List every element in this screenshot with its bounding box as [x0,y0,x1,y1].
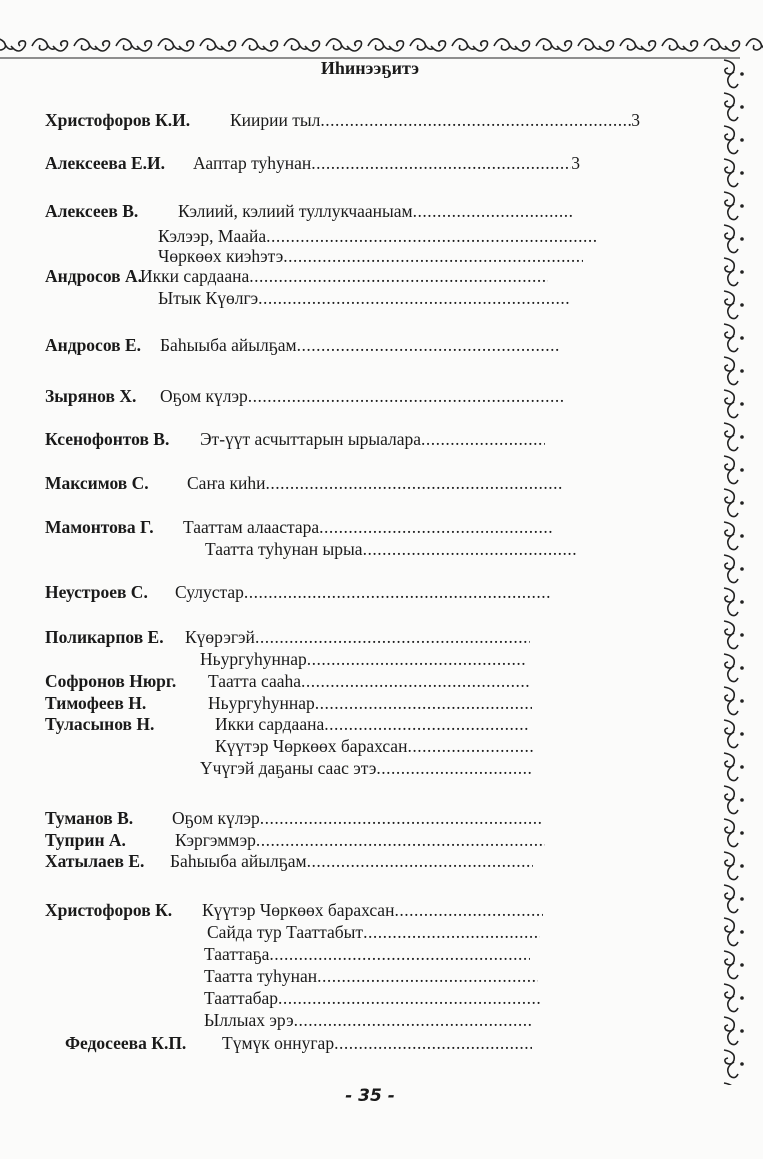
toc-entry [45,757,553,779]
toc-entry [45,581,572,603]
entry-title: Кэргэммэр [175,830,256,850]
toc-entry [45,245,603,267]
toc-entry [45,385,583,407]
leader-dots [249,265,548,287]
scroll-ornament [724,225,738,253]
entry-title: Икки сардаана [215,714,325,734]
entry-title: Сулустар [175,582,244,602]
entry-author: Максимов С. [45,473,149,493]
scroll-ornament [620,39,656,51]
entry-title: Тааттам алаастара [183,517,320,537]
leader-dots [301,670,530,692]
scroll-ornament [578,39,614,51]
toc-entry [45,713,550,735]
toc-entry [45,921,560,943]
ornament-dot [740,765,744,769]
ornament-dot [740,633,744,637]
page-title: Иhинээҕитэ [320,58,420,78]
toc-entry [45,987,560,1009]
entry-title: Кэлиий, кэлиий туллукчааныам [178,201,413,221]
entry-author: Алексеев В. [45,201,139,221]
toc-entry [45,692,552,714]
scroll-ornament [704,39,740,51]
ornament-dot [740,435,744,439]
leader-dots [394,899,543,921]
scroll-ornament [724,489,738,517]
entry-title: Эт-үүт асчыттарын ырыалара [200,429,422,449]
scroll-ornament [724,720,738,748]
scroll-ornament [494,39,530,51]
scroll-ornament [724,390,738,418]
leader-dots [317,965,538,987]
ornament-dot [740,996,744,1000]
entry-author: Мамонтова Г. [45,517,154,537]
entry-author: Софронов Нюрг. [45,671,177,691]
scroll-ornament [724,885,738,913]
scroll-ornament [284,39,320,51]
entry-author: Андросов А. [45,266,142,286]
leader-dots [320,109,631,131]
leader-dots [265,472,562,494]
entry-title: Икки сардаана [140,266,250,286]
scroll-ornament [724,522,738,550]
scroll-ornament [724,1050,738,1078]
leader-dots [307,850,533,872]
entry-title: Күөрэгэй [185,627,255,647]
scroll-ornament [326,39,362,51]
scroll-ornament [32,39,68,51]
ornamental-border-right [712,55,752,1085]
leader-dots [256,829,545,851]
ornament-dot [740,897,744,901]
scroll-ornament [158,39,194,51]
entry-author: Федосеева К.П. [65,1033,187,1053]
toc-entry [45,829,565,851]
scroll-ornament [724,192,738,220]
leader-dots [413,200,572,222]
toc-entry [45,1009,553,1031]
entry-title: Таатта сааhа [208,671,302,691]
ornament-dot [740,1029,744,1033]
scroll-ornament [724,918,738,946]
toc-entry [45,516,573,538]
ornament-dot [740,204,744,208]
page-number: - 35 - [345,1086,395,1106]
entry-title: Ааптар туhунан [193,153,312,173]
ornament-dot [740,930,744,934]
scroll-ornament [724,852,738,880]
entry-title: Кэлээр, Маайа [158,226,267,246]
entry-title: Күүтэр Чөркөөх барахсан [202,900,395,920]
entry-page: 3 [631,110,640,130]
entry-author: Туприн А. [45,830,126,850]
scroll-ornament [724,1017,738,1045]
scroll-ornament [662,39,698,51]
scroll-ornament [536,39,572,51]
scroll-ornament [724,786,738,814]
entry-title: Үчүгэй даҕаны саас этэ [200,758,377,778]
entry-title: Сайда тур Тааттабыт [207,922,364,942]
ornament-dot [740,666,744,670]
ornament-dot [740,732,744,736]
leader-dots [407,735,535,757]
entry-title: Таатта туhунан ырыа [205,539,363,559]
scroll-ornament [724,588,738,616]
leader-dots [363,538,578,560]
entry-page: 3 [571,153,580,173]
scroll-ornament [724,687,738,715]
scroll-ornament [724,258,738,286]
scroll-ornament [724,951,738,979]
entry-title: Оҕом күлэр [172,808,260,828]
toc-entry [65,1032,552,1054]
scroll-ornament [724,93,738,121]
entry-author: Хатылаев Е. [45,851,145,871]
entry-title: Күүтэр Чөркөөх барахсан [215,736,408,756]
ornament-dot [740,1062,744,1066]
ornament-dot [740,600,744,604]
scroll-ornament [452,39,488,51]
scroll-ornament [724,1083,738,1085]
scroll-ornament [724,456,738,484]
ornament-dot [740,831,744,835]
entry-title: Баhыыба айылҕам [170,851,307,871]
entry-title: Баhыыба айылҕам [160,335,297,355]
entry-author: Туласынов Н. [45,714,155,734]
ornament-dot [740,468,744,472]
toc-entry [45,109,660,131]
scroll-ornament [0,39,26,51]
scroll-ornament [368,39,404,51]
entry-title: Ньургуhуннар [208,693,315,713]
scroll-ornament [724,126,738,154]
toc-entry [45,850,553,872]
entry-author: Андросов Е. [45,335,142,355]
entry-author: Ксенофонтов В. [45,429,170,449]
ornament-dot [740,237,744,241]
leader-dots [260,807,542,829]
ornament-dot [740,864,744,868]
ornament-dot [740,402,744,406]
leader-dots [334,1032,532,1054]
ornament-dot [740,963,744,967]
ornamental-border-top [0,28,763,62]
scroll-ornament [724,159,738,187]
toc-entry [45,899,563,921]
scroll-ornament [724,357,738,385]
toc-entry [45,334,580,356]
toc-entry [45,428,565,450]
toc-entry [45,943,550,965]
entry-author: Поликарпов Е. [45,627,164,647]
ornament-dot [740,171,744,175]
entry-title: Тааттабар [204,988,279,1008]
ornament-dot [740,534,744,538]
ornament-dot [740,369,744,373]
entry-author: Туманов В. [45,808,134,828]
leader-dots [307,648,525,670]
entry-title: Киирии тыл [230,110,321,130]
scroll-ornament [724,324,738,352]
entry-author: Алексеева Е.И. [45,153,165,173]
toc-entry [45,265,568,287]
scroll-ornament [74,39,110,51]
leader-dots [294,1009,533,1031]
scroll-ornament [724,621,738,649]
ornament-dot [740,501,744,505]
ornament-dot [740,72,744,76]
entry-title: Ньургуhуннар [200,649,307,669]
leader-dots [278,987,540,1009]
scroll-ornament [724,753,738,781]
entry-author: Христофоров К.И. [45,110,191,130]
leader-dots [258,287,570,309]
toc-entry [45,472,582,494]
entry-author: Неустроев С. [45,582,148,602]
scroll-ornament [724,819,738,847]
leader-dots [266,225,598,247]
leader-dots [311,152,571,174]
entry-title: Саҥа киhи [187,473,266,493]
toc-entry [45,200,592,222]
leader-dots [248,385,563,407]
ornament-dot [740,798,744,802]
scroll-ornament [242,39,278,51]
toc-entry [45,626,550,648]
entry-title: Тааттаҕа [204,944,270,964]
ornament-dot [740,303,744,307]
scroll-ornament [724,423,738,451]
entry-title: Таатта туhунан [204,966,318,986]
toc-entry [45,648,545,670]
entry-title: Оҕом күлэр [160,386,248,406]
ornament-dot [740,105,744,109]
ornament-dot [740,699,744,703]
toc-entry [45,152,600,174]
leader-dots [297,334,560,356]
entry-title: Чөркөөх киэhэтэ [158,246,284,266]
scroll-ornament [746,39,763,51]
scroll-ornament [724,654,738,682]
scroll-ornament [724,291,738,319]
toc-entry [45,670,550,692]
scroll-ornament [724,555,738,583]
toc-entry [45,225,618,247]
leader-dots [421,428,545,450]
entry-title: Ыллыах эрэ [204,1010,294,1030]
leader-dots [255,626,530,648]
scroll-ornament [724,984,738,1012]
scroll-ornament [116,39,152,51]
leader-dots [283,245,583,267]
leader-dots [363,921,540,943]
toc-entry [45,538,598,560]
leader-dots [269,943,530,965]
toc-entry [45,965,558,987]
ornament-dot [740,567,744,571]
entry-author: Зырянов Х. [45,386,137,406]
leader-dots [376,757,533,779]
leader-dots [315,692,532,714]
toc-entry [45,807,562,829]
ornament-dot [740,270,744,274]
leader-dots [319,516,553,538]
ornament-dot [740,336,744,340]
entry-title: Ытык Күөлгэ [158,288,259,308]
toc-entry [45,735,555,757]
entry-author: Тимофеев Н. [45,693,147,713]
entry-title: Түмүк оннугар [222,1033,335,1053]
toc-entry [45,287,590,309]
ornament-dot [740,138,744,142]
leader-dots [324,713,530,735]
entry-author: Христофоров К. [45,900,173,920]
scroll-ornament [200,39,236,51]
scroll-ornament [410,39,446,51]
leader-dots [244,581,552,603]
